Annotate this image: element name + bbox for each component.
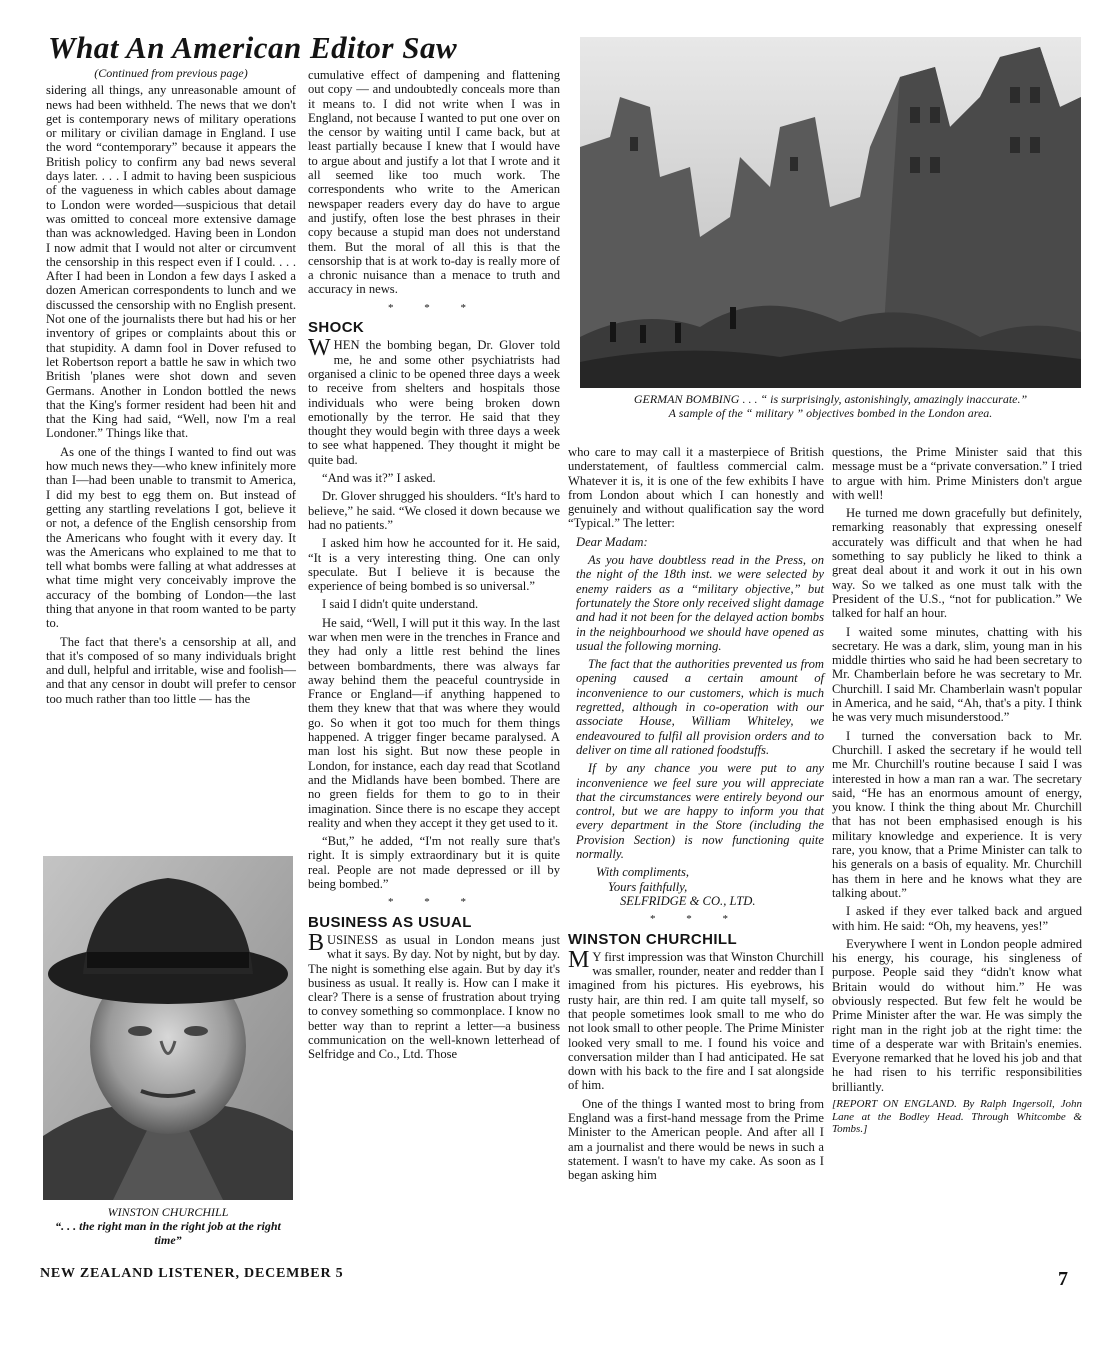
bombing-caption: [578, 392, 1083, 420]
letter-paragraph: As you have doubtless read in the Press, on the night of the 18th inst. we were selected by enemy raiders as a “military objective,” but fortunately the Store only received slight damage and had it not been for the delayed action bombs in the neighbourhood we should have opened as usual the following morning.: [576, 553, 824, 653]
section-heading-shock: SHOCK: [308, 319, 365, 337]
letter-signature: SELFRIDGE & CO., LTD.: [620, 893, 756, 908]
letter-signoff: Yours faithfully,: [608, 879, 688, 894]
column-2: [308, 68, 560, 1066]
section-heading-business: BUSINESS AS USUAL: [308, 913, 472, 931]
col1-paragraph: As one of the things I wanted to find out was how much news they—who knew infinitely more than I—had been unable to transmit to America, I did my best to egg them on. But instead of getting any startling revelations I got, believe it or not, a defence of the English censorship from the Americans who fought with it every day. It was the Americans who explained to me that to tell what bombs were falling at what addresses at what time might very conceivably improve the accuracy of the bombing of London—the last thing that anyone in that room wanted to be party to.: [46, 444, 296, 631]
col4-paragraph: I asked if they ever talked back and argued with him. He said: “Oh, my heavens, yes!”: [832, 904, 1082, 933]
bombing-photo: [580, 37, 1081, 388]
column-3: [568, 445, 824, 1187]
col4-paragraph: I turned the conversation back to Mr. Churchill. I asked the secretary if he would tell me Mr. Churchill's routine because I said I was interested in how a man ran a war. The secretary said, “He has an enormous amount of energy, you know. I think the thing about Mr. Churchill that has not been emphasised enough is his military knowledge and experience. It is very rare, you know, that a Prime Minister can talk to his generals on a basis of equality. Mr. Churchill has them in here and he knows what they are talking about.”: [832, 728, 1082, 900]
section-divider-stars: * * *: [388, 301, 480, 314]
section-divider-stars: * * *: [388, 896, 480, 909]
col4-paragraph: He turned me down gracefully but definitely, remarking reasonably that expressing oneself accurately was difficult and that when he had something to say publicly he liked to think a great deal about it and work it out in his own way. So we talked as one must talk with the President of the U.S., “not for publication.” We talked for half an hour.: [832, 506, 1082, 621]
col2-paragraph: I said I didn't quite understand.: [322, 597, 479, 612]
page-number: 7: [1058, 1268, 1068, 1290]
continued-note: (Continued from previous page): [94, 66, 248, 80]
churchill-caption-quote: “. . . the right man in the right job at the right time”: [55, 1219, 281, 1247]
section-divider-stars: * * *: [650, 913, 742, 926]
bombing-caption-line2: A sample of the “ military ” objectives bombed in the London area.: [668, 406, 993, 420]
dropcap: B: [308, 929, 325, 956]
col4-paragraph: Everywhere I went in London people admired his energy, his courage, his singleness of purpose. People said they “didn't know what Britain would do without him.” He was obviously respected. But few felt he would be Prime Minister after the war. He was simply the right man in the right job at the right time: the time of a desperate war with Britain's enemies. Everyone remarked that he loved his job and that he had risen to his terrific responsibilities brilliantly.: [832, 936, 1082, 1094]
publication-footer: NEW ZEALAND LISTENER, DECEMBER 5: [40, 1266, 344, 1281]
col4-paragraph: I waited some minutes, chatting with his secretary. He was a dark, slim, young man in his middle thirties who said he had been secretary to Mr. Chamberlain before he was secretary to Mr. Churchill. I said Mr. Chamberlain wasn't popular in America, and he said, “Ah, that's a pity. I think he was very much misunderstood.”: [832, 624, 1082, 725]
column-4: [832, 445, 1082, 1136]
col2-paragraph: He said, “Well, I will put it this way. In the last war when men were in the trenches in France and they had only a little rest behind the lines between bombardments, there was always far away behind them the peaceful countryside in France or England—if anything happened to them they knew that that was where they would go. So when it got too much for them things happened. A trigger finger became paralysed. A man lost his sight. But now these people in London, for instance, each day read that Scotland and the Midlands have been bombed. There are no green fields for them to go to in their imagination. Since there is no escape they accept reality and when they accept it they get used to it.: [308, 615, 560, 830]
churchill-portrait-photo: [43, 856, 293, 1200]
col1-paragraph: The fact that there's a censorship at all, and that it's composed of so many individuals bright and dull, helpful and irritable, wise and foolish—and that any censor in doubt will prefer to censor too much rather than too little — has the: [46, 634, 296, 706]
letter-paragraph: The fact that the authorities prevented us from opening caused a certain amount of inconvenience to our customers, which is much regretted, although in co-operation with our associate House, William Whiteley, we endeavoured to fulfil all provision orders and to deliver on time all rationed foodstuffs.: [576, 657, 824, 757]
col4-paragraph: questions, the Prime Minister said that this message must be a “private conversation.” I tried to argue with him. Prime Ministers don't argue with well!: [832, 445, 1082, 502]
letter-salutation: Dear Madam:: [576, 534, 648, 549]
column-1: [46, 66, 296, 710]
col2-paragraph: “And was it?” I asked.: [322, 471, 436, 486]
selfridge-letter: [568, 535, 824, 908]
dropcap: W: [308, 335, 331, 362]
col2-paragraph: HEN the bombing began, Dr. Glover told me, he and some other psychiatrists had organised a clinic to be opened three days a week to receive from shelters and hospitals those individuals who were being broken down emotionally by the terror. He said that they thought they would begin with three days a week to see what happened. They thought it might be quite bad.: [308, 338, 560, 467]
dropcap: M: [568, 946, 590, 973]
col2-paragraph: I asked him how he accounted for it. He said, “It is a very interesting thing. One can only speculate. But I believe it is because the experience of being bombed is so universal.”: [308, 536, 560, 594]
col2-paragraph: Dr. Glover shrugged his shoulders. “It's hard to believe,” he said. “We closed it down because we had no patients.”: [308, 489, 560, 532]
letter-paragraph: If by any chance you were put to any inconvenience we feel sure you will appreciate that the circumstances were entirely beyond our control, but we are happy to inform you that every department in the Store (including the Provision Section) is now functioning quite normally.: [576, 761, 824, 862]
letter-signoff: With compliments,: [596, 865, 690, 880]
col2-paragraph: “But,” he added, “I'm not really sure that's right. It is simply extraordinary but it is quite real. People are not made depressed or ill by being bombed.”: [308, 834, 560, 892]
section-heading-churchill: WINSTON CHURCHILL: [568, 930, 738, 948]
churchill-caption-title: WINSTON CHURCHILL: [107, 1205, 229, 1219]
col2-paragraph: cumulative effect of dampening and flattening out copy — and undoubtedly conceals more than it means to. I did not write when I was in England, not because I wanted to put one over on the censor by waiting until I came back, but at least partially because I knew that I would have to argue about and justify a lot that I wrote and it all seemed like too much work. The correspondents who write to the American newspaper readers every day do have to argue and justify, often lose the best phrases in their copy because a stupid man does not understand them. But the moral of all this is that the censorship that is at work to-day is really more of a chronic nuisance than a menace to truth and accuracy in news.: [308, 68, 560, 297]
col3-paragraph: One of the things I wanted most to bring from England was a first-hand message from the Prime Minister to the American people. And after all I am a journalist and there would be news in such a statement. I wasn't to have my cake. As soon as I began asking him: [568, 1096, 824, 1183]
col2-paragraph: USINESS as usual in London means just what it says. By day. Not by night, but by day. The night is something else again. But by day it's business as usual. It really is. How can I make it clear? There is a sense of frustration about trying to convey something so commonplace. I know no better way than to reprint a letter—a business communication on the well-known letterhead of Selfridge and Co., Ltd. Those: [308, 932, 560, 1062]
col3-paragraph: who care to may call it a masterpiece of British understatement, of faultless commercial calm. Whatever it is, it is one of the few exhibits I have from London about which I can honestly and genuinely and without qualification say the word “Typical.” The letter:: [568, 445, 824, 531]
col3-paragraph: Y first impression was that Winston Churchill was smaller, rounder, neater and redder than I imagined from his pictures. His eyebrows, his rusty hair, are thin red. I am quite tall myself, so that people sometimes look small to me who do not look small to other people. The Prime Minister looked very small to me. I found his voice and conversation milder than I had anticipated. He sat down with his back to the fire and I sat alongside of him.: [568, 949, 824, 1093]
bombing-caption-line1: GERMAN BOMBING . . . “ is surprisingly, astonishingly, amazingly inaccurate.”: [633, 392, 1028, 406]
churchill-caption: [43, 1205, 293, 1247]
book-source-citation: [REPORT ON ENGLAND. By Ralph Ingersoll, John Lane at the Bodley Head. Through Whitcombe & Tombs.]: [832, 1098, 1082, 1136]
col1-paragraph: sidering all things, any unreasonable amount of news had been withheld. The news that we don't get is contemporary news of military operations or military or civilian damage in England. I use the word “contemporary” because it appears the British policy to confirm any bad news several days later. . . . I admit to having been suspicious of the vagueness in which cables about damage to London were worded—suspicious that detail was omitted to conceal more extensive damage than was acknowledged. Having been in London I now admit that I would not alter or circumvent the censorship in this respect even if I could. . . . After I had been in London a few days I asked a dozen American correspondents to lunch and we discussed the censorship with no English present. Not one of the journalists there but had his or her inventory of gripes or complaints about this or that stupidity. A damn fool in Dover refused to let Robertson report a battle he saw in which two British 'planes were shot down and seven Germans. Another in London bottled the news that the King's former resident had been hit and that the King had said, “Well, now I'm a real Londoner.” Things like that.: [46, 83, 296, 441]
article-title: What An American Editor Saw: [48, 30, 458, 65]
